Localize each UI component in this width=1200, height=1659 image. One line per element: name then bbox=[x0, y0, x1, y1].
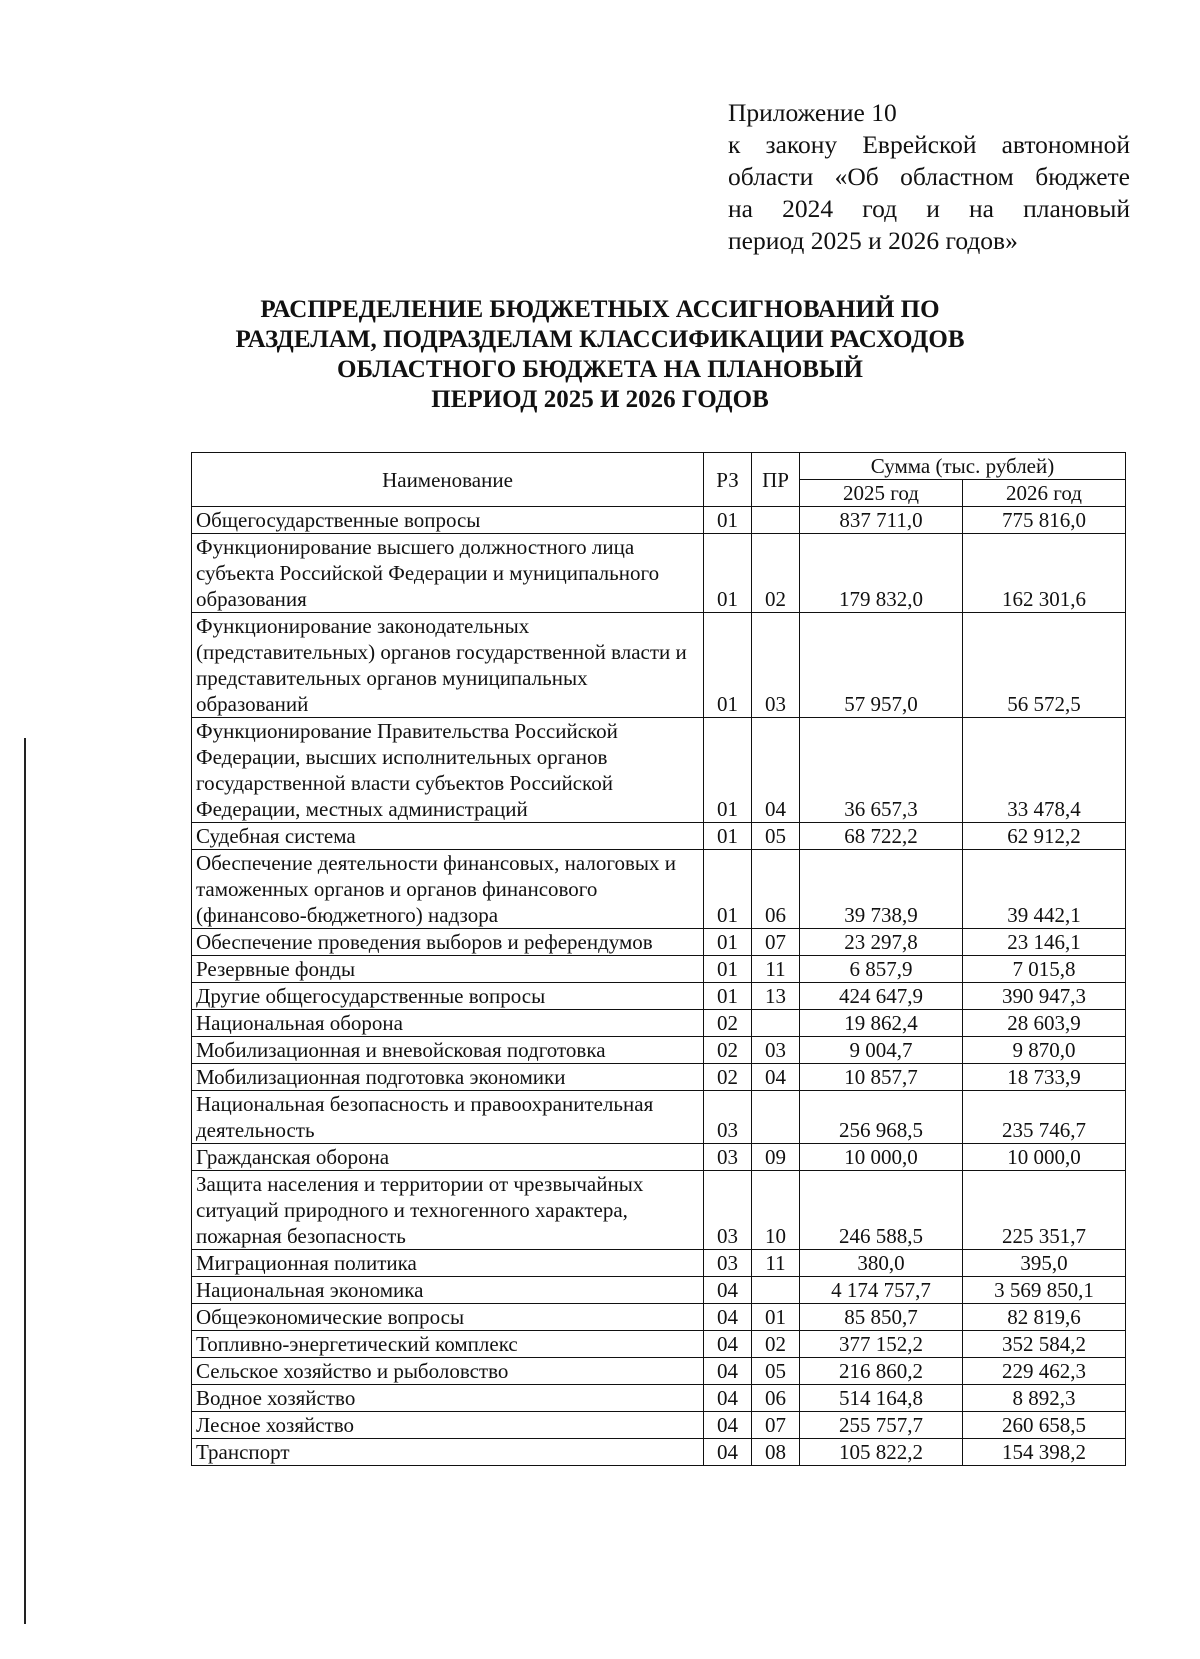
header-year-2025: 2025 год bbox=[800, 480, 963, 507]
row-2025-value: 85 850,7 bbox=[800, 1304, 963, 1331]
row-2026-value: 3 569 850,1 bbox=[963, 1277, 1126, 1304]
row-2025-value: 4 174 757,7 bbox=[800, 1277, 963, 1304]
budget-table bbox=[191, 452, 1126, 1466]
row-2025-value: 36 657,3 bbox=[800, 718, 963, 823]
table-row bbox=[192, 1304, 1126, 1331]
row-rz-cell: 01 bbox=[704, 823, 752, 850]
row-rz-cell: 03 bbox=[704, 1171, 752, 1250]
row-rz-cell: 04 bbox=[704, 1385, 752, 1412]
row-2026-value: 229 462,3 bbox=[963, 1358, 1126, 1385]
row-pr-cell: 05 bbox=[752, 1358, 800, 1385]
table-header bbox=[192, 453, 1126, 507]
table-row bbox=[192, 956, 1126, 983]
appendix-line-4: на 2024 год и на плановый bbox=[728, 194, 1130, 223]
title-line-4: ПЕРИОД 2025 И 2026 ГОДОВ bbox=[431, 386, 769, 413]
header-rz: РЗ bbox=[704, 453, 752, 507]
row-2026-value: 775 816,0 bbox=[963, 507, 1126, 534]
row-2026-value: 9 870,0 bbox=[963, 1037, 1126, 1064]
row-2026-value: 10 000,0 bbox=[963, 1144, 1126, 1171]
table-row bbox=[192, 1358, 1126, 1385]
row-rz-cell: 04 bbox=[704, 1304, 752, 1331]
row-name-cell: Сельское хозяйство и рыболовство bbox=[192, 1358, 704, 1385]
row-2025-value: 837 711,0 bbox=[800, 507, 963, 534]
row-pr-cell: 02 bbox=[752, 1331, 800, 1358]
row-name-cell: Транспорт bbox=[192, 1439, 704, 1466]
row-2026-value: 62 912,2 bbox=[963, 823, 1126, 850]
row-rz-cell: 03 bbox=[704, 1091, 752, 1144]
row-2026-value: 260 658,5 bbox=[963, 1412, 1126, 1439]
row-2026-value: 7 015,8 bbox=[963, 956, 1126, 983]
row-rz-cell: 03 bbox=[704, 1250, 752, 1277]
table-row bbox=[192, 1037, 1126, 1064]
row-rz-cell: 04 bbox=[704, 1358, 752, 1385]
table-row bbox=[192, 1010, 1126, 1037]
row-2025-value: 514 164,8 bbox=[800, 1385, 963, 1412]
row-rz-cell: 02 bbox=[704, 1064, 752, 1091]
row-2025-value: 216 860,2 bbox=[800, 1358, 963, 1385]
row-pr-cell: 04 bbox=[752, 1064, 800, 1091]
row-2026-value: 225 351,7 bbox=[963, 1171, 1126, 1250]
row-pr-cell: 06 bbox=[752, 1385, 800, 1412]
row-rz-cell: 01 bbox=[704, 613, 752, 718]
row-2025-value: 256 968,5 bbox=[800, 1091, 963, 1144]
row-pr-cell: 08 bbox=[752, 1439, 800, 1466]
row-rz-cell: 04 bbox=[704, 1412, 752, 1439]
row-name-cell: Общегосударственные вопросы bbox=[192, 507, 704, 534]
table-row bbox=[192, 1064, 1126, 1091]
row-name-cell: Функционирование высшего должностного лица субъекта Российской Федерации и муниципального образования bbox=[192, 534, 704, 613]
header-name: Наименование bbox=[192, 453, 704, 507]
title-line-1: РАСПРЕДЕЛЕНИЕ БЮДЖЕТНЫХ АССИГНОВАНИЙ ПО bbox=[260, 296, 940, 323]
row-2025-value: 19 862,4 bbox=[800, 1010, 963, 1037]
table-row bbox=[192, 1144, 1126, 1171]
table-row bbox=[192, 1091, 1126, 1144]
row-pr-cell: 04 bbox=[752, 718, 800, 823]
table-row bbox=[192, 1250, 1126, 1277]
row-pr-cell: 01 bbox=[752, 1304, 800, 1331]
table-body bbox=[192, 507, 1126, 1466]
row-2025-value: 246 588,5 bbox=[800, 1171, 963, 1250]
header-sum: Сумма (тыс. рублей) bbox=[800, 453, 1126, 480]
row-2025-value: 255 757,7 bbox=[800, 1412, 963, 1439]
row-rz-cell: 04 bbox=[704, 1331, 752, 1358]
row-2025-value: 377 152,2 bbox=[800, 1331, 963, 1358]
row-name-cell: Обеспечение проведения выборов и референдумов bbox=[192, 929, 704, 956]
row-2026-value: 154 398,2 bbox=[963, 1439, 1126, 1466]
row-2025-value: 9 004,7 bbox=[800, 1037, 963, 1064]
row-pr-cell: 07 bbox=[752, 929, 800, 956]
table-row bbox=[192, 823, 1126, 850]
row-name-cell: Функционирование законодательных (представительных) органов государственной власти и представительных органов муниципальных образований bbox=[192, 613, 704, 718]
row-2025-value: 10 857,7 bbox=[800, 1064, 963, 1091]
row-2025-value: 23 297,8 bbox=[800, 929, 963, 956]
left-margin-line bbox=[24, 738, 26, 1624]
row-2025-value: 380,0 bbox=[800, 1250, 963, 1277]
row-2026-value: 33 478,4 bbox=[963, 718, 1126, 823]
row-pr-cell: 03 bbox=[752, 613, 800, 718]
row-pr-cell: 05 bbox=[752, 823, 800, 850]
row-pr-cell bbox=[752, 507, 800, 534]
table-row bbox=[192, 1385, 1126, 1412]
row-rz-cell: 01 bbox=[704, 850, 752, 929]
table-row bbox=[192, 929, 1126, 956]
row-2026-value: 82 819,6 bbox=[963, 1304, 1126, 1331]
row-name-cell: Водное хозяйство bbox=[192, 1385, 704, 1412]
row-2026-value: 162 301,6 bbox=[963, 534, 1126, 613]
row-rz-cell: 01 bbox=[704, 929, 752, 956]
table-row bbox=[192, 1412, 1126, 1439]
row-2026-value: 18 733,9 bbox=[963, 1064, 1126, 1091]
row-name-cell: Другие общегосударственные вопросы bbox=[192, 983, 704, 1010]
row-rz-cell: 02 bbox=[704, 1010, 752, 1037]
row-pr-cell bbox=[752, 1277, 800, 1304]
row-rz-cell: 01 bbox=[704, 534, 752, 613]
table-row bbox=[192, 983, 1126, 1010]
appendix-line-5: период 2025 и 2026 годов» bbox=[728, 226, 1018, 255]
row-name-cell: Миграционная политика bbox=[192, 1250, 704, 1277]
row-name-cell: Национальная оборона bbox=[192, 1010, 704, 1037]
row-name-cell: Топливно-энергетический комплекс bbox=[192, 1331, 704, 1358]
table-row bbox=[192, 507, 1126, 534]
header-pr: ПР bbox=[752, 453, 800, 507]
table-row bbox=[192, 534, 1126, 613]
row-2025-value: 424 647,9 bbox=[800, 983, 963, 1010]
row-rz-cell: 02 bbox=[704, 1037, 752, 1064]
row-rz-cell: 01 bbox=[704, 507, 752, 534]
row-name-cell: Лесное хозяйство bbox=[192, 1412, 704, 1439]
appendix-line-3: области «Об областном бюджете bbox=[728, 162, 1130, 191]
row-2025-value: 10 000,0 bbox=[800, 1144, 963, 1171]
row-2026-value: 56 572,5 bbox=[963, 613, 1126, 718]
row-rz-cell: 04 bbox=[704, 1277, 752, 1304]
row-rz-cell: 01 bbox=[704, 718, 752, 823]
title-line-3: ОБЛАСТНОГО БЮДЖЕТА НА ПЛАНОВЫЙ bbox=[337, 356, 863, 383]
row-rz-cell: 04 bbox=[704, 1439, 752, 1466]
row-2025-value: 39 738,9 bbox=[800, 850, 963, 929]
row-pr-cell: 13 bbox=[752, 983, 800, 1010]
row-rz-cell: 03 bbox=[704, 1144, 752, 1171]
row-name-cell: Гражданская оборона bbox=[192, 1144, 704, 1171]
row-pr-cell: 03 bbox=[752, 1037, 800, 1064]
row-pr-cell bbox=[752, 1091, 800, 1144]
row-pr-cell bbox=[752, 1010, 800, 1037]
header-year-2026: 2026 год bbox=[963, 480, 1126, 507]
row-2026-value: 8 892,3 bbox=[963, 1385, 1126, 1412]
row-2026-value: 23 146,1 bbox=[963, 929, 1126, 956]
row-2026-value: 352 584,2 bbox=[963, 1331, 1126, 1358]
row-pr-cell: 06 bbox=[752, 850, 800, 929]
row-2025-value: 6 857,9 bbox=[800, 956, 963, 983]
row-name-cell: Функционирование Правительства Российской Федерации, высших исполнительных органов государственной власти субъектов Российской Федерации, местных администраций bbox=[192, 718, 704, 823]
row-2026-value: 28 603,9 bbox=[963, 1010, 1126, 1037]
row-name-cell: Мобилизационная подготовка экономики bbox=[192, 1064, 704, 1091]
row-2025-value: 179 832,0 bbox=[800, 534, 963, 613]
appendix-note bbox=[728, 97, 1130, 257]
document-title bbox=[150, 295, 1050, 415]
row-pr-cell: 10 bbox=[752, 1171, 800, 1250]
row-2025-value: 68 722,2 bbox=[800, 823, 963, 850]
table-row bbox=[192, 850, 1126, 929]
row-name-cell: Резервные фонды bbox=[192, 956, 704, 983]
row-pr-cell: 07 bbox=[752, 1412, 800, 1439]
row-2026-value: 390 947,3 bbox=[963, 983, 1126, 1010]
title-line-2: РАЗДЕЛАМ, ПОДРАЗДЕЛАМ КЛАССИФИКАЦИИ РАСХОДОВ bbox=[235, 326, 965, 353]
appendix-line-1: Приложение 10 bbox=[728, 98, 897, 127]
row-2025-value: 57 957,0 bbox=[800, 613, 963, 718]
row-name-cell: Общеэкономические вопросы bbox=[192, 1304, 704, 1331]
row-pr-cell: 02 bbox=[752, 534, 800, 613]
table-row bbox=[192, 1171, 1126, 1250]
row-2025-value: 105 822,2 bbox=[800, 1439, 963, 1466]
table-row bbox=[192, 1331, 1126, 1358]
row-pr-cell: 09 bbox=[752, 1144, 800, 1171]
row-name-cell: Национальная безопасность и правоохранительная деятельность bbox=[192, 1091, 704, 1144]
appendix-line-2: к закону Еврейской автономной bbox=[728, 130, 1130, 159]
table-row bbox=[192, 718, 1126, 823]
row-rz-cell: 01 bbox=[704, 956, 752, 983]
table-row bbox=[192, 613, 1126, 718]
row-name-cell: Национальная экономика bbox=[192, 1277, 704, 1304]
row-pr-cell: 11 bbox=[752, 956, 800, 983]
row-2026-value: 39 442,1 bbox=[963, 850, 1126, 929]
row-name-cell: Защита населения и территории от чрезвычайных ситуаций природного и техногенного характера, пожарная безопасность bbox=[192, 1171, 704, 1250]
table-row bbox=[192, 1439, 1126, 1466]
row-name-cell: Мобилизационная и вневойсковая подготовка bbox=[192, 1037, 704, 1064]
row-2026-value: 395,0 bbox=[963, 1250, 1126, 1277]
table-row bbox=[192, 1277, 1126, 1304]
row-pr-cell: 11 bbox=[752, 1250, 800, 1277]
row-rz-cell: 01 bbox=[704, 983, 752, 1010]
row-name-cell: Судебная система bbox=[192, 823, 704, 850]
row-2026-value: 235 746,7 bbox=[963, 1091, 1126, 1144]
row-name-cell: Обеспечение деятельности финансовых, налоговых и таможенных органов и органов финансового (финансово-бюджетного) надзора bbox=[192, 850, 704, 929]
